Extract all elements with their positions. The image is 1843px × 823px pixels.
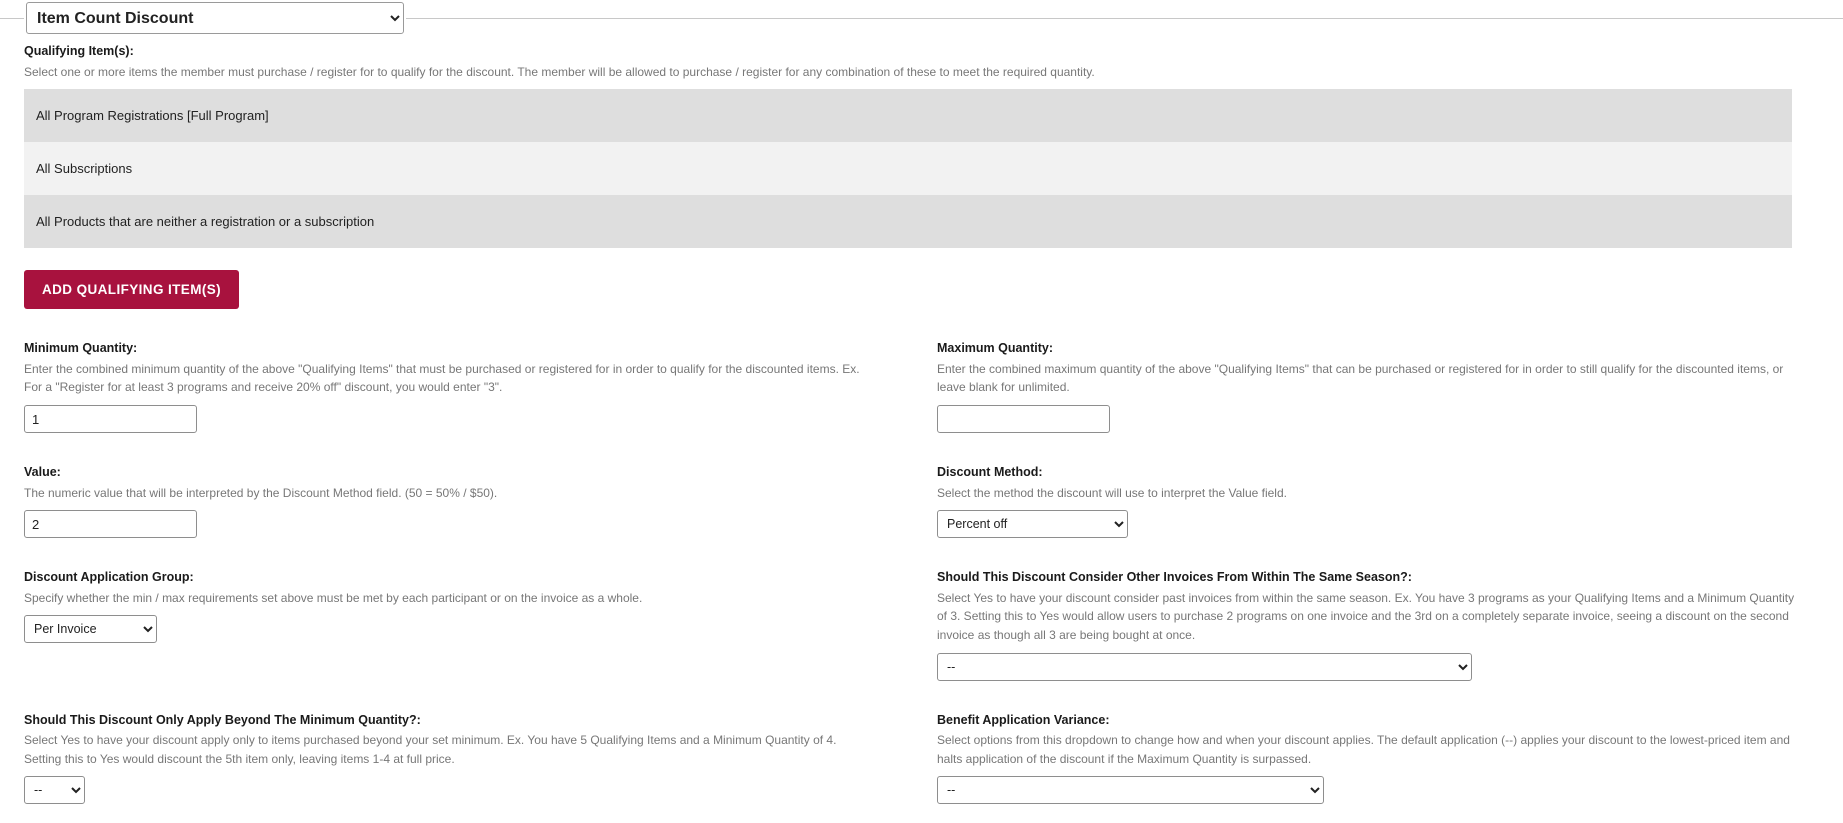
discount-application-group-field: [24, 570, 937, 680]
beyond-variance-row: [24, 713, 1819, 805]
discount-method-select[interactable]: [937, 510, 1128, 538]
beyond-minimum-select[interactable]: [24, 776, 85, 804]
discount-type-select-wrap: [24, 2, 406, 34]
benefit-application-variance-select[interactable]: [937, 776, 1324, 804]
maximum-quantity-field: [937, 341, 1819, 433]
benefit-application-variance-help: Select options from this dropdown to change how and when your discount applies. The default application (--) applies your discount to the lowest-priced item and halts application of the discount if the Maximum Quantity is surpassed.: [937, 733, 1790, 766]
application-season-row: [24, 570, 1819, 680]
qualifying-item-actions: [1372, 195, 1792, 248]
same-season-select[interactable]: [937, 653, 1472, 681]
minimum-quantity-field: [24, 341, 937, 433]
beyond-minimum-label: Should This Discount Only Apply Beyond The Minimum Quantity?:: [24, 712, 421, 727]
minimum-quantity-help: Enter the combined minimum quantity of the above "Qualifying Items" that must be purchased or registered for in order to qualify for the discounted items. Ex. For a "Register for at least 3 programs and receive 20% off" discount, you would enter "3".: [24, 361, 860, 395]
benefit-application-variance-field: [937, 713, 1819, 805]
discount-method-help: Select the method the discount will use to interpret the Value field.: [937, 485, 1287, 500]
beyond-minimum-help: Select Yes to have your discount apply only to items purchased beyond your set minimum. Ex. You have 5 Qualifying Items and a Minimum Quantity of 4. Setting this to Yes would discount the 5th item only, leaving items 1-4 at full price.: [24, 733, 837, 766]
table-row[interactable]: [24, 195, 1792, 248]
discount-type-select[interactable]: [26, 2, 404, 34]
add-qualifying-items-button[interactable]: ADD QUALIFYING ITEM(S): [24, 270, 239, 309]
same-season-label: Should This Discount Consider Other Invoices From Within The Same Season?:: [937, 570, 1412, 585]
minimum-quantity-label: Minimum Quantity:: [24, 341, 138, 356]
same-season-help: Select Yes to have your discount consider past invoices from within the same season. Ex. You have 3 programs as your Qualifying Items and a Minimum Quantity of 3. Setting this to Yes would allow users to purchase 2 programs on one invoice and the 3rd on a completely separate invoice, seeing a discount on the second invoice as though all 3 are being bought at once.: [937, 590, 1795, 643]
discount-application-group-label: Discount Application Group:: [24, 570, 194, 585]
discount-application-group-help: Specify whether the min / max requirements set above must be met by each participant or on the invoice as a whole.: [24, 590, 643, 605]
discount-method-label: Discount Method:: [937, 465, 1043, 480]
discount-application-group-select[interactable]: [24, 615, 157, 643]
maximum-quantity-help: Enter the combined maximum quantity of the above "Qualifying Items" that can be purchased or registered for in order to still qualify for the discounted items, or leave blank for unlimited.: [937, 361, 1784, 395]
maximum-quantity-input[interactable]: [937, 405, 1110, 433]
qualifying-item-actions: [1372, 142, 1792, 195]
table-row[interactable]: [24, 142, 1792, 195]
benefit-application-variance-label: Benefit Application Variance:: [937, 712, 1110, 727]
beyond-minimum-field: [24, 713, 937, 805]
table-row[interactable]: [24, 89, 1792, 142]
quantity-row: [24, 341, 1819, 433]
maximum-quantity-label: Maximum Quantity:: [937, 341, 1053, 356]
qualifying-items-label: Qualifying Item(s):: [24, 44, 134, 58]
qualifying-item-name: All Products that are neither a registration or a subscription: [24, 195, 1372, 248]
qualifying-items-table: [24, 89, 1792, 248]
value-input[interactable]: [24, 510, 197, 538]
same-season-field: [937, 570, 1819, 680]
qualifying-item-name: All Program Registrations [Full Program]: [24, 89, 1372, 142]
value-method-row: [24, 465, 1819, 538]
value-label: Value:: [24, 465, 61, 480]
qualifying-item-name: All Subscriptions: [24, 142, 1372, 195]
qualifying-items-help: Select one or more items the member must purchase / register for to qualify for the discount. The member will be allowed to purchase / register for any combination of these to meet the required quantity.: [24, 64, 1095, 79]
discount-method-field: [937, 465, 1819, 538]
value-help: The numeric value that will be interpreted by the Discount Method field. (50 = 50% / $50).: [24, 485, 498, 500]
minimum-quantity-input[interactable]: [24, 405, 197, 433]
qualifying-item-actions: [1372, 89, 1792, 142]
value-field: [24, 465, 937, 538]
discount-type-header: [0, 0, 1843, 36]
form-content: [0, 36, 1843, 804]
